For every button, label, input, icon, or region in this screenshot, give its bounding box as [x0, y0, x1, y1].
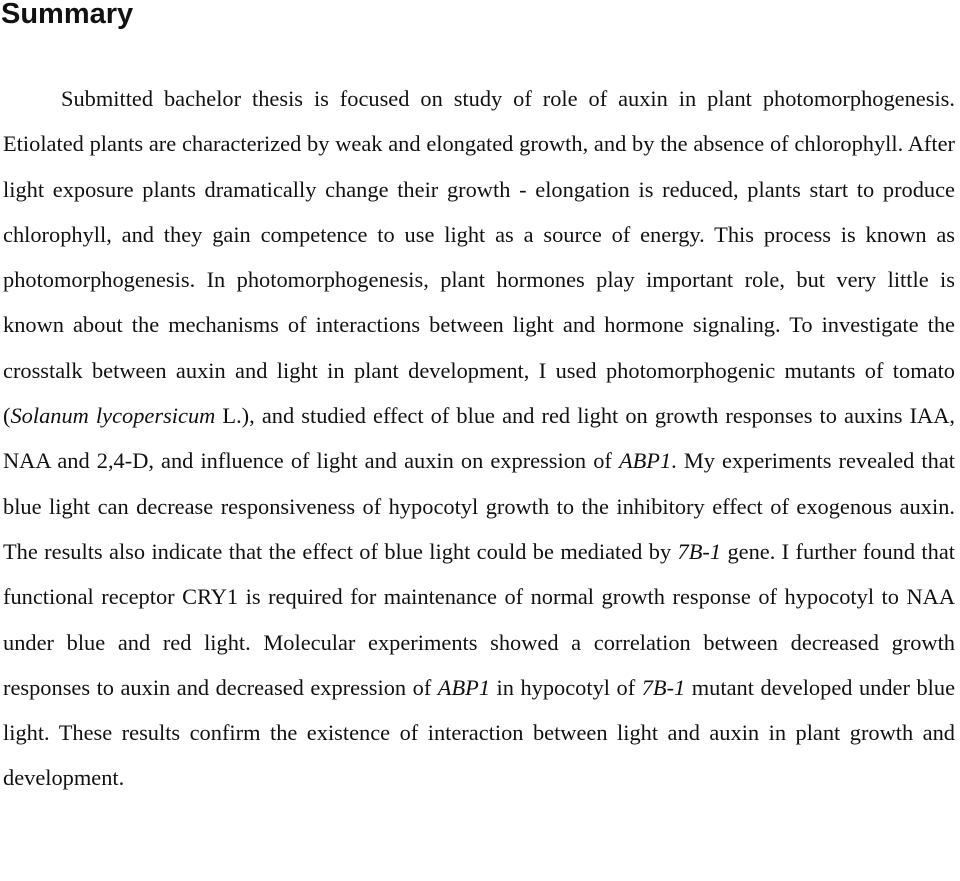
gene-name-abp1: ABP1 [618, 448, 672, 474]
page-title: Summary [1, 0, 134, 30]
gene-name-7b1: 7B-1 [677, 538, 722, 564]
text-segment: Submitted bachelor thesis is focused on study of role of auxin in plant photomorphogenesis. Etiolated plants are characterized by weak and elongated growth, and by the absence of chlorophyll. After light exposure plants dramatically change their growth - elongation is reduced, plants start to produce chlorophyll, and they gain competence to use light as a source of energy. This process is known as photomorphogenesis. In photomorphogenesis, plant hormones play important role, but very little is known about the mechanisms of interactions between light and hormone signaling. To investigate the crosstalk between auxin and light in plant development, I used photomorphogenic mutants of tomato ( [3, 86, 955, 429]
text-segment: gene. I further found that functional receptor CRY1 is required for maintenance of normal growth response of hypocotyl to NAA under blue and red light. Molecular experiments showed a correlation between decreased growth responses to auxin and decreased expression of [3, 538, 955, 700]
gene-name-abp1: ABP1 [437, 674, 491, 700]
gene-name-7b1: 7B-1 [641, 674, 686, 700]
summary-paragraph [3, 76, 955, 801]
text-segment: mutant developed under blue light. These results confirm the existence of interaction between light and auxin in plant growth and development. [3, 674, 956, 791]
text-segment: in hypocotyl of [490, 674, 642, 700]
text-segment: . My experiments revealed that blue light can decrease responsiveness of hypocotyl growth to the inhibitory effect of exogenous auxin. The results also indicate that the effect of blue light could be mediated by [3, 448, 955, 564]
species-name: Solanum lycopersicum [10, 403, 216, 429]
text-segment: L.), and studied effect of blue and red light on growth responses to auxins IAA, NAA and 2,4-D, and influence of light and auxin on expression of [3, 403, 955, 474]
